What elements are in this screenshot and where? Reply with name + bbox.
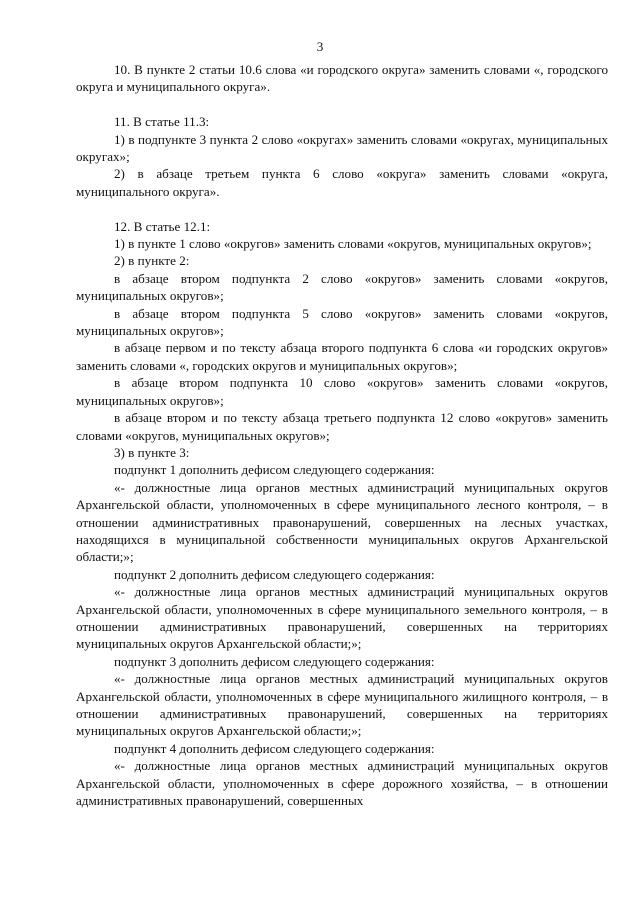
paragraph: подпункт 1 дополнить дефисом следующего содержания:: [114, 462, 435, 478]
paragraph: в абзаце втором и по тексту абзаца третьего подпункта 12 слово «округов» заменить словами «округов, муниципальных округов»;: [76, 410, 608, 443]
paragraph: 11. В статье 11.3:: [114, 114, 210, 130]
paragraph: в абзаце втором подпункта 2 слово «округов» заменить словами «округов, муниципальных округов»;: [76, 270, 608, 304]
paragraph: «- должностные лица органов местных администраций муниципальных округов Архангельской области, уполномоченных в сфере муниципального жилищного контроля, – в отношении административных правонарушений, совершенных на территориях муниципальных округов Архангельской области;»;: [76, 671, 608, 739]
paragraph: «- должностные лица органов местных администраций муниципальных округов Архангельской области, уполномоченных в сфере муниципального лесного контроля, – в отношении административных правонарушений, совершенных на лесных участках, находящихся в муниципальной собственности муниципальных округов Архангельской области;»;: [76, 479, 608, 565]
paragraph: 10. В пункте 2 статьи 10.6 слова «и городского округа» заменить словами «, городского округа и муниципального округа».: [76, 62, 608, 95]
paragraph: «- должностные лица органов местных администраций муниципальных округов Архангельской области, уполномоченных в сфере дорожного хозяйства, – в отношении административных правонарушений, совершенных: [76, 758, 608, 809]
paragraph: в абзаце первом и по тексту абзаца второго подпункта 6 слова «и городских округов» заменить словами «, городских округов и муниципальных округов»;: [76, 340, 608, 373]
paragraph: подпункт 4 дополнить дефисом следующего содержания:: [114, 740, 435, 756]
paragraph: в абзаце втором подпункта 5 слово «округов» заменить словами «округов, муниципальных округов»;: [76, 305, 608, 339]
paragraph: подпункт 2 дополнить дефисом следующего содержания:: [114, 566, 435, 582]
paragraph: 2) в пункте 2:: [114, 253, 190, 269]
paragraph: 12. В статье 12.1:: [114, 218, 211, 234]
paragraph: 1) в подпункте 3 пункта 2 слово «округах» заменить словами «округах, муниципальных округах»;: [76, 131, 608, 165]
paragraph: 1) в пункте 1 слово «округов» заменить словами «округов, муниципальных округов»;: [114, 236, 592, 252]
paragraph: в абзаце втором подпункта 10 слово «округов» заменить словами «округов, муниципальных округов»;: [76, 375, 608, 408]
spacer: [76, 200, 608, 217]
spacer: [76, 96, 608, 113]
paragraph: подпункт 3 дополнить дефисом следующего содержания:: [114, 653, 435, 669]
paragraph: 3) в пункте 3:: [114, 444, 190, 460]
paragraph: «- должностные лица органов местных администраций муниципальных округов Архангельской области, уполномоченных в сфере муниципального земельного контроля, – в отношении административных правонарушений, совершенных на территориях муниципальных округов Архангельской области;»;: [76, 584, 608, 652]
paragraph: 2) в абзаце третьем пункта 6 слово «округа» заменить словами «округа, муниципального округа».: [76, 166, 608, 199]
page-number: 3: [316, 39, 324, 54]
document-body: [76, 61, 608, 809]
